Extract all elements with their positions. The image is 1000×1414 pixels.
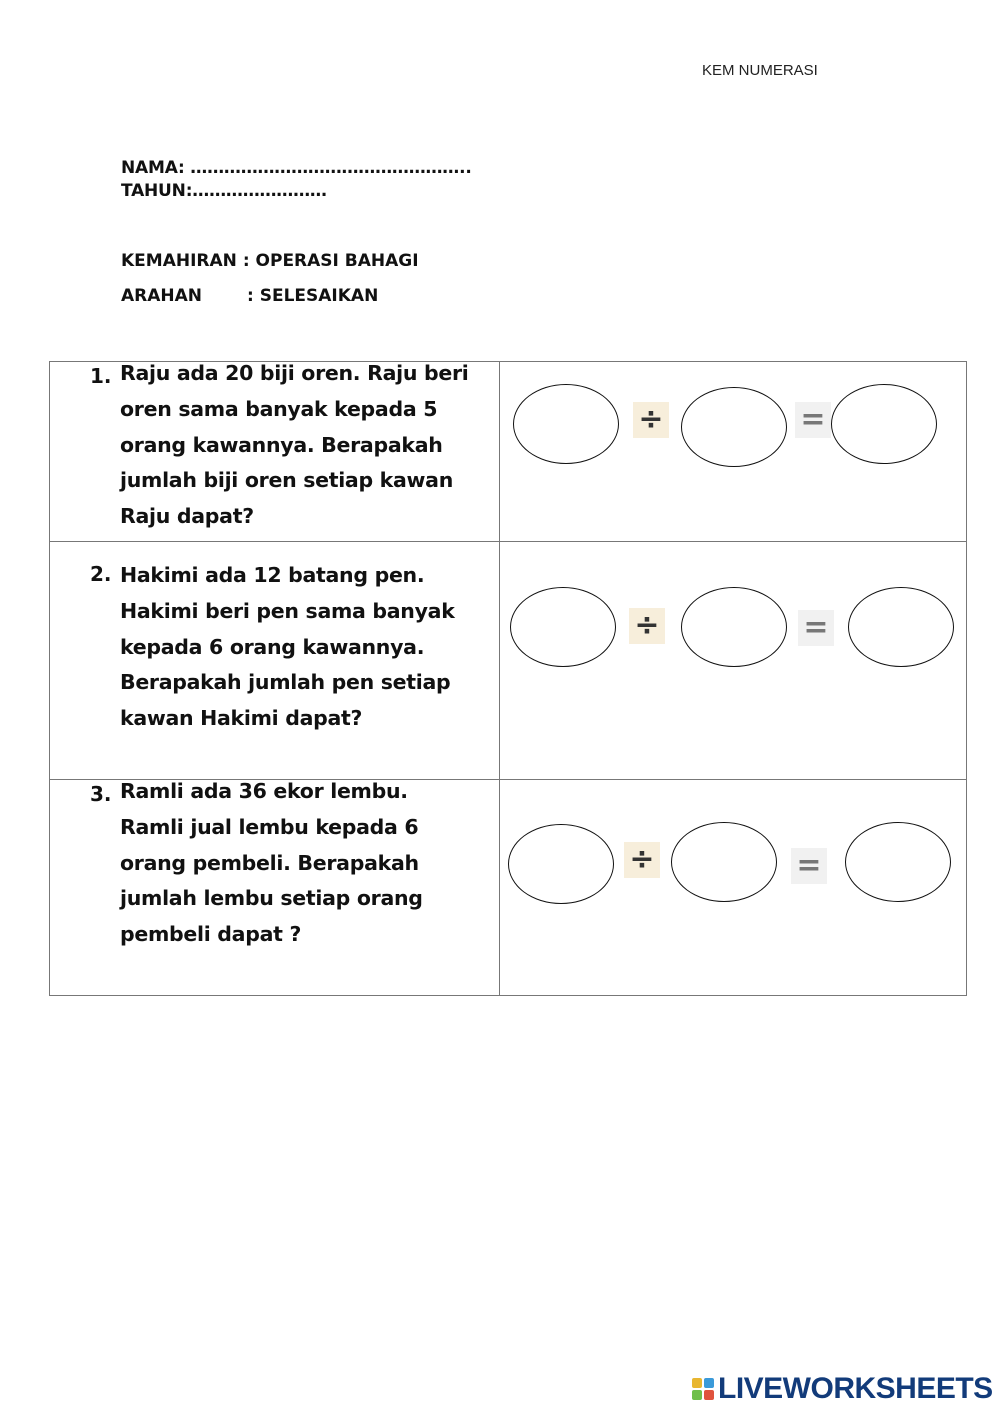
divide-sign: ÷ xyxy=(624,842,660,878)
question-row xyxy=(50,780,967,996)
question-text: Hakimi ada 12 batang pen. Hakimi beri pen sama banyak kepada 6 orang kawannya. Berapakah jumlah pen setiap kawan Hakimi dapat? xyxy=(120,563,455,731)
question-number: 3. xyxy=(90,782,112,806)
equals-sign: = xyxy=(791,848,827,884)
divisor-answer-oval[interactable] xyxy=(681,587,787,667)
divisor-answer-oval[interactable] xyxy=(671,822,777,902)
dividend-answer-oval[interactable] xyxy=(510,587,616,667)
liveworksheets-logo-icon xyxy=(692,1378,714,1400)
quotient-answer-oval[interactable] xyxy=(845,822,951,902)
equation-cell xyxy=(500,780,967,996)
logo-tile xyxy=(704,1378,714,1388)
liveworksheets-brand-text: LIVEWORKSHEETS xyxy=(718,1372,993,1405)
instruction-label: ARAHAN xyxy=(121,286,203,306)
logo-tile xyxy=(692,1378,702,1388)
logo-tile xyxy=(692,1390,702,1400)
skill-value: : OPERASI BAHAGI xyxy=(242,251,419,271)
worksheet-table xyxy=(49,361,967,996)
equation-cell xyxy=(500,542,967,780)
question-text: Raju ada 20 biji oren. Raju beri oren sama banyak kepada 5 orang kawannya. Berapakah jumlah biji oren setiap kawan Raju dapat? xyxy=(120,361,469,529)
instruction-line xyxy=(121,286,378,306)
dividend-answer-oval[interactable] xyxy=(513,384,619,464)
question-row xyxy=(50,542,967,780)
divisor-answer-oval[interactable] xyxy=(681,387,787,467)
question-cell xyxy=(50,780,500,996)
divide-sign: ÷ xyxy=(629,608,665,644)
skill-label: KEMAHIRAN xyxy=(121,251,237,271)
equals-sign: = xyxy=(798,610,834,646)
liveworksheets-logo xyxy=(692,1372,993,1406)
equation-cell xyxy=(500,362,967,542)
divide-sign: ÷ xyxy=(633,402,669,438)
question-cell xyxy=(50,362,500,542)
quotient-answer-oval[interactable] xyxy=(848,587,954,667)
question-number: 1. xyxy=(90,364,112,388)
header-label: KEM NUMERASI xyxy=(702,62,818,79)
quotient-answer-oval[interactable] xyxy=(831,384,937,464)
logo-tile xyxy=(704,1390,714,1400)
question-number: 2. xyxy=(90,562,112,586)
equals-sign: = xyxy=(795,402,831,438)
question-text: Ramli ada 36 ekor lembu. Ramli jual lembu kepada 6 orang pembeli. Berapakah jumlah lembu setiap orang pembeli dapat ? xyxy=(120,779,423,947)
skill-line xyxy=(121,251,419,271)
instruction-value: : SELESAIKAN xyxy=(247,286,379,306)
name-field-line[interactable]: NAMA: ………………………………………….. xyxy=(121,158,472,178)
question-row xyxy=(50,362,967,542)
question-cell xyxy=(50,542,500,780)
year-field-line[interactable]: TAHUN:…………………… xyxy=(121,181,327,201)
dividend-answer-oval[interactable] xyxy=(508,824,614,904)
